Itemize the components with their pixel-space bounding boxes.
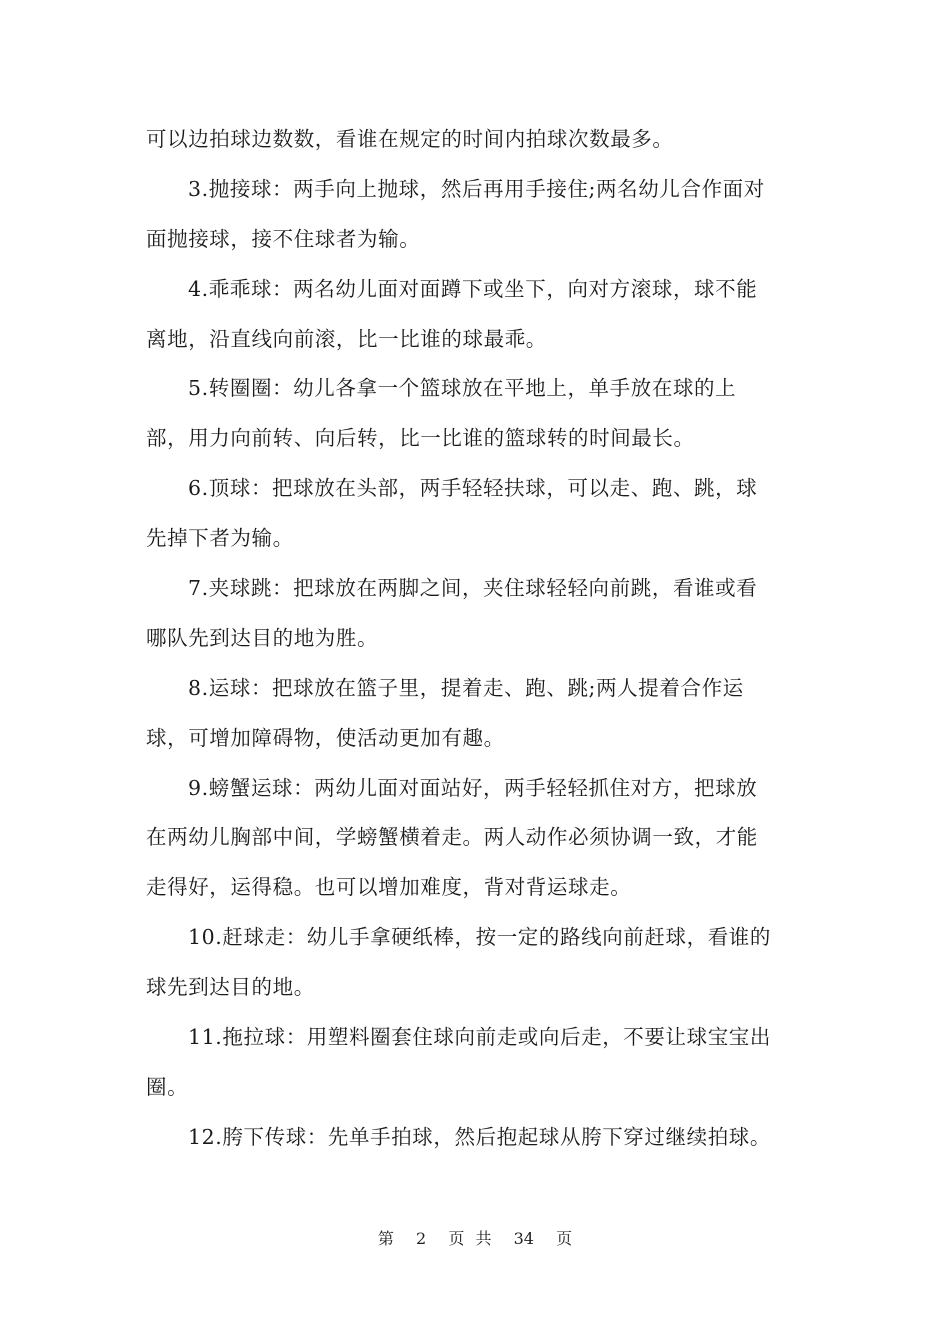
- paragraph-line: 先掉下者为输。: [146, 526, 294, 551]
- paragraph-line: 在两幼儿胸部中间，学螃蟹横着走。两人动作必须协调一致，才能: [146, 825, 758, 850]
- paragraph-line: 8.运球：把球放在篮子里，提着走、跑、跳;两人提着合作运: [188, 675, 744, 700]
- paragraph-line: 球先到达目的地。: [146, 975, 315, 1000]
- paragraph-line: 9.螃蟹运球：两幼儿面对面站好，两手轻轻抓住对方，把球放: [188, 775, 758, 800]
- document-body: [146, 115, 806, 1163]
- paragraph-line: 10.赶球走：幼儿手拿硬纸棒，按一定的路线向前赶球，看谁的: [188, 925, 771, 950]
- paragraph-line: 球，可增加障碍物，使活动更加有趣。: [146, 725, 505, 750]
- paragraph-line: 11.拖拉球：用塑料圈套住球向前走或向后走，不要让球宝宝出: [188, 1025, 771, 1050]
- paragraph-line: 5.转圈圈：幼儿各拿一个篮球放在平地上，单手放在球的上: [188, 376, 737, 401]
- paragraph-line: 3.抛接球：两手向上抛球，然后再用手接住;两名幼儿合作面对: [188, 176, 765, 201]
- page-number-footer: 第 2 页 共 34 页: [377, 1229, 573, 1248]
- paragraph-line: 离地，沿直线向前滚，比一比谁的球最乖。: [146, 326, 547, 351]
- paragraph-line: 可以边拍球边数数，看谁在规定的时间内拍球次数最多。: [146, 127, 674, 151]
- paragraph-line: 7.夹球跳：把球放在两脚之间，夹住球轻轻向前跳，看谁或看: [188, 576, 758, 601]
- paragraph-line: 面抛接球，接不住球者为输。: [146, 226, 421, 251]
- paragraph-line: 部，用力向前转、向后转，比一比谁的篮球转的时间最长。: [146, 426, 695, 451]
- paragraph-line: 6.顶球：把球放在头部，两手轻轻扶球，可以走、跑、跳，球: [188, 476, 758, 501]
- paragraph-line: 12.胯下传球：先单手拍球，然后抱起球从胯下穿过继续拍球。: [188, 1124, 771, 1149]
- paragraph-line: 哪队先到达目的地为胜。: [146, 625, 379, 650]
- paragraph-line: 4.乖乖球：两名幼儿面对面蹲下或坐下，向对方滚球，球不能: [188, 276, 758, 301]
- paragraph-line: 圈。: [146, 1074, 189, 1099]
- paragraph-line: 走得好，运得稳。也可以增加难度，背对背运球走。: [146, 875, 632, 900]
